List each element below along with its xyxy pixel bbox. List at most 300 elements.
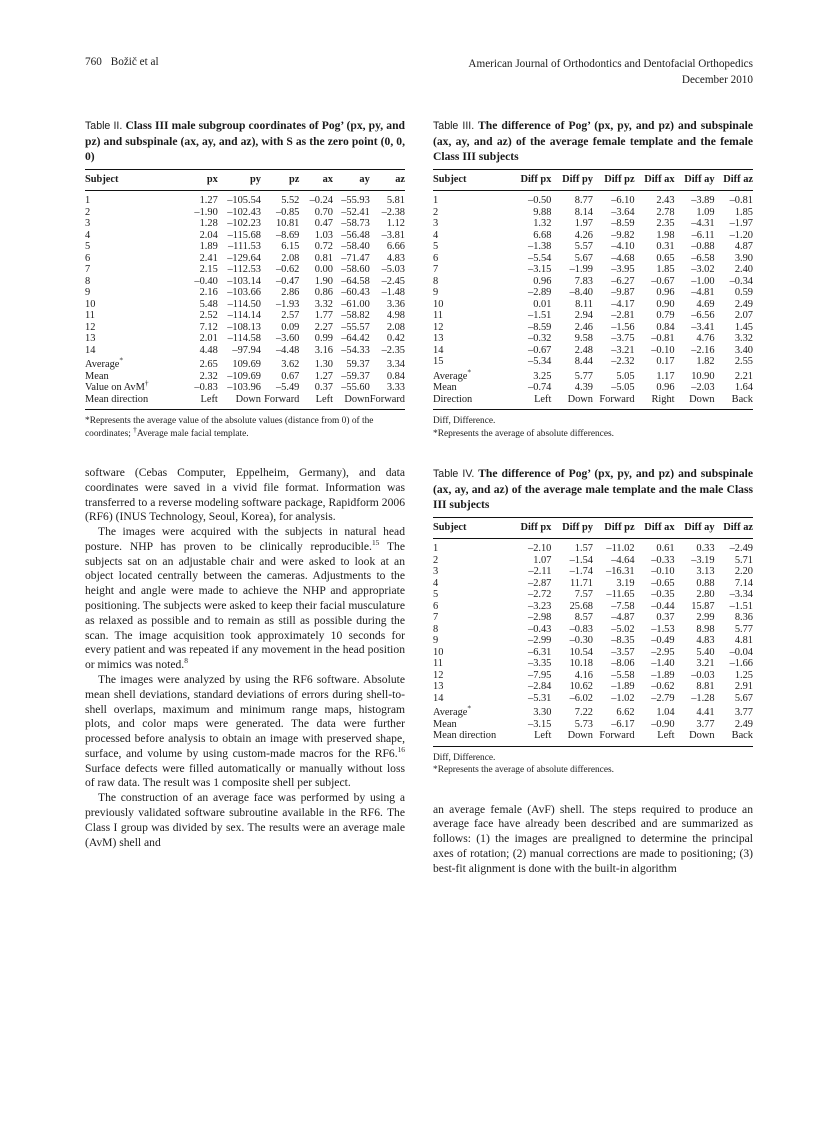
table-row bbox=[433, 265, 753, 277]
table-3-col-1: Diff px bbox=[510, 169, 552, 190]
row-value: –2.72 bbox=[528, 589, 552, 601]
row-value: 1.85 bbox=[734, 206, 753, 218]
row-value: –60.43 bbox=[341, 287, 370, 299]
summary-value: Left bbox=[510, 731, 552, 746]
row-value: –6.11 bbox=[691, 229, 715, 241]
table-4-col-4: Diff ax bbox=[635, 517, 675, 538]
row-value: 0.70 bbox=[314, 206, 333, 218]
row-subject: 13 bbox=[433, 681, 444, 693]
table-4-caption bbox=[433, 466, 753, 512]
row-value: –1.51 bbox=[528, 310, 552, 322]
summary-label: Mean direction bbox=[433, 731, 510, 746]
row-value: –3.41 bbox=[691, 321, 715, 333]
summary-value: –3.15 bbox=[528, 718, 552, 730]
table-2-col-5: ay bbox=[333, 169, 370, 190]
row-value: –3.23 bbox=[528, 600, 552, 612]
row-value: –1.89 bbox=[651, 669, 675, 681]
row-subject: 4 bbox=[433, 577, 439, 589]
summary-value: –0.90 bbox=[651, 718, 675, 730]
row-value: –3.35 bbox=[528, 658, 552, 670]
table-row bbox=[85, 219, 405, 231]
table-row bbox=[433, 253, 753, 265]
table-row bbox=[433, 682, 753, 694]
row-value: –1.51 bbox=[729, 600, 753, 612]
summary-value: Down bbox=[675, 394, 715, 409]
left-column bbox=[85, 118, 405, 876]
summary-value: 4.41 bbox=[696, 707, 715, 719]
row-value: 5.48 bbox=[199, 298, 218, 310]
table-row bbox=[433, 693, 753, 705]
table-row bbox=[85, 207, 405, 219]
row-value: –0.50 bbox=[528, 195, 552, 207]
right-column bbox=[433, 118, 753, 876]
summary-label: Value on AvM† bbox=[85, 378, 149, 394]
row-value: –1.48 bbox=[381, 287, 405, 299]
row-value: 2.16 bbox=[199, 287, 218, 299]
summary-value: –5.49 bbox=[275, 382, 300, 394]
table-3-footnote-2: *Represents the average of absolute differences. bbox=[433, 428, 614, 439]
summary-value: –6.17 bbox=[611, 718, 635, 730]
row-value: –2.81 bbox=[611, 310, 635, 322]
row-value: 1.27 bbox=[199, 195, 218, 207]
summary-value: –5.05 bbox=[611, 382, 635, 394]
row-value: –2.35 bbox=[381, 344, 405, 356]
summary-value: Left bbox=[178, 394, 218, 409]
row-value: 2.08 bbox=[386, 321, 405, 333]
table-row bbox=[433, 624, 753, 636]
table-row bbox=[85, 322, 405, 334]
row-value: –0.62 bbox=[275, 264, 300, 276]
row-value: 1.90 bbox=[314, 275, 333, 287]
running-head-left bbox=[85, 56, 159, 68]
row-value: –6.56 bbox=[691, 310, 715, 322]
row-value: –2.11 bbox=[528, 566, 552, 578]
table-3 bbox=[433, 169, 753, 410]
summary-value: Left bbox=[510, 394, 552, 409]
row-subject: 6 bbox=[433, 252, 439, 264]
row-value: 0.84 bbox=[656, 321, 675, 333]
row-value: 2.27 bbox=[314, 321, 333, 333]
summary-value: 0.67 bbox=[281, 370, 300, 382]
row-value: –2.32 bbox=[611, 356, 635, 368]
row-value: –9.82 bbox=[611, 229, 635, 241]
row-value: 0.37 bbox=[656, 612, 675, 624]
row-value: –16.31 bbox=[606, 566, 635, 578]
row-value: –114.58 bbox=[227, 333, 261, 345]
table-4 bbox=[433, 517, 753, 747]
table-2-col-2: py bbox=[218, 169, 261, 190]
row-value: 8.98 bbox=[696, 623, 715, 635]
row-value: 2.35 bbox=[656, 218, 675, 230]
row-value: 0.96 bbox=[533, 275, 552, 287]
summary-value: 7.22 bbox=[574, 707, 593, 719]
row-value: 2.52 bbox=[199, 310, 218, 322]
row-subject: 15 bbox=[433, 356, 444, 368]
row-subject: 8 bbox=[433, 275, 439, 287]
row-subject: 9 bbox=[85, 287, 91, 299]
table-2 bbox=[85, 169, 405, 410]
row-value: –6.10 bbox=[611, 195, 635, 207]
left-paragraph-2-a: The images were acquired with the subjects in natural head posture. NHP has proven to be clinically reproducible. bbox=[85, 525, 405, 553]
row-value: 4.83 bbox=[386, 252, 405, 264]
summary-value: Down bbox=[675, 731, 715, 746]
table-2-footnote-1: *Represents the average value of the absolute values (distance from 0) of the coordinates; bbox=[85, 416, 374, 439]
row-value: –8.40 bbox=[569, 287, 593, 299]
table-4-col-0: Subject bbox=[433, 517, 510, 538]
row-value: –2.89 bbox=[528, 287, 552, 299]
table-2-col-1: px bbox=[178, 169, 218, 190]
row-value: 0.01 bbox=[533, 298, 552, 310]
row-value: –1.53 bbox=[651, 623, 675, 635]
issue-date: December 2010 bbox=[681, 74, 753, 87]
row-value: –0.32 bbox=[528, 333, 552, 345]
table-4-header-row bbox=[433, 517, 753, 538]
row-value: 2.86 bbox=[281, 287, 300, 299]
table-row bbox=[85, 345, 405, 357]
table-3-footnote-1: Diff, Difference. bbox=[433, 416, 496, 427]
row-value: –6.27 bbox=[611, 275, 635, 287]
table-3-caption-text: The difference of Pog’ (px, py, and pz) and subspinale (ax, ay, and az) of the average female template and the female Class III subjects bbox=[433, 119, 753, 163]
row-value: –115.68 bbox=[227, 229, 261, 241]
table-row bbox=[433, 276, 753, 288]
row-subject: 14 bbox=[433, 344, 444, 356]
table-row bbox=[85, 265, 405, 277]
row-value: 0.81 bbox=[314, 252, 333, 264]
table-2-footnotes bbox=[85, 415, 405, 440]
row-value: –71.47 bbox=[341, 252, 370, 264]
summary-value: 4.39 bbox=[574, 382, 593, 394]
summary-value: 3.62 bbox=[281, 359, 300, 371]
row-value: 7.14 bbox=[734, 577, 753, 589]
row-value: –61.00 bbox=[341, 298, 370, 310]
table-3-caption bbox=[433, 118, 753, 164]
left-paragraph-3-b: Surface defects were filled automatically or manually without loss of raw data. The result was 1 composite shell per subject. bbox=[85, 761, 405, 790]
row-value: –55.93 bbox=[341, 195, 370, 207]
row-value: 0.86 bbox=[314, 287, 333, 299]
page-number: 760 bbox=[85, 56, 102, 68]
summary-value: –0.83 bbox=[194, 382, 218, 394]
table-2-head bbox=[85, 169, 405, 190]
table-2-body bbox=[85, 191, 405, 410]
row-value: –3.19 bbox=[691, 554, 715, 566]
row-value: 2.46 bbox=[574, 321, 593, 333]
row-subject: 5 bbox=[433, 241, 439, 253]
row-value: –2.98 bbox=[528, 612, 552, 624]
table-4-col-3: Diff pz bbox=[593, 517, 635, 538]
table-row bbox=[85, 299, 405, 311]
row-value: –1.00 bbox=[691, 275, 715, 287]
summary-label: Mean bbox=[433, 718, 457, 730]
table-row bbox=[85, 253, 405, 265]
row-value: 10.54 bbox=[569, 646, 593, 658]
row-value: 8.57 bbox=[574, 612, 593, 624]
row-value: 2.01 bbox=[199, 333, 218, 345]
row-value: 5.77 bbox=[734, 623, 753, 635]
row-value: 2.04 bbox=[199, 229, 218, 241]
summary-label: Direction bbox=[433, 394, 510, 409]
row-value: 3.90 bbox=[734, 252, 753, 264]
row-value: –1.90 bbox=[194, 206, 218, 218]
table-row bbox=[433, 207, 753, 219]
row-value: 4.87 bbox=[734, 241, 753, 253]
row-value: 3.32 bbox=[314, 298, 333, 310]
row-value: –114.50 bbox=[227, 298, 261, 310]
summary-label: Mean bbox=[433, 382, 457, 394]
table-4-head bbox=[433, 517, 753, 538]
row-value: –5.03 bbox=[381, 264, 405, 276]
row-value: –0.49 bbox=[651, 635, 675, 647]
row-value: 0.33 bbox=[696, 543, 715, 555]
summary-value: –103.96 bbox=[227, 382, 261, 394]
row-value: –64.42 bbox=[341, 333, 370, 345]
table-row bbox=[433, 659, 753, 671]
table-2-caption-text: Class III male subgroup coordinates of Pog’ (px, py, and pz) and subspinale (ax, ay, and az), with S as the zero point (0, 0, 0) bbox=[85, 119, 405, 163]
summary-value: 1.30 bbox=[314, 359, 333, 371]
row-value: –0.88 bbox=[691, 241, 715, 253]
table-4-caption-text: The difference of Pog’ (px, py, and pz) and subspinale (ax, ay, and az) of the average male template and the male Class III subjects bbox=[433, 467, 753, 511]
summary-value: 3.77 bbox=[734, 707, 753, 719]
row-value: 1.97 bbox=[574, 218, 593, 230]
reference-8: 8 bbox=[184, 656, 188, 666]
left-paragraph-3 bbox=[85, 673, 405, 791]
summary-value: 3.34 bbox=[386, 359, 405, 371]
row-value: 5.81 bbox=[386, 195, 405, 207]
row-value: 0.00 bbox=[314, 264, 333, 276]
table-row bbox=[85, 276, 405, 288]
summary-label-symbol: * bbox=[119, 355, 124, 365]
table-row bbox=[85, 288, 405, 300]
row-value: –0.67 bbox=[528, 344, 552, 356]
row-value: –58.60 bbox=[341, 264, 370, 276]
row-value: –5.58 bbox=[611, 669, 635, 681]
row-value: –58.82 bbox=[341, 310, 370, 322]
row-value: –11.65 bbox=[606, 589, 635, 601]
row-value: 0.96 bbox=[656, 287, 675, 299]
table-row bbox=[85, 334, 405, 346]
row-value: –5.31 bbox=[528, 692, 552, 704]
table-row bbox=[433, 230, 753, 242]
row-value: 3.36 bbox=[386, 298, 405, 310]
table-2-header-row bbox=[85, 169, 405, 190]
row-subject: 5 bbox=[433, 589, 439, 601]
row-value: –5.34 bbox=[528, 356, 552, 368]
row-value: 2.94 bbox=[574, 310, 593, 322]
summary-value: 2.65 bbox=[199, 359, 218, 371]
row-value: –4.81 bbox=[691, 287, 715, 299]
row-subject: 13 bbox=[85, 333, 96, 345]
running-head-right bbox=[468, 56, 753, 88]
row-value: –1.99 bbox=[569, 264, 593, 276]
row-value: 3.13 bbox=[696, 566, 715, 578]
row-value: 1.45 bbox=[734, 321, 753, 333]
table-3-head bbox=[433, 169, 753, 190]
row-value: –0.62 bbox=[651, 681, 675, 693]
row-subject: 9 bbox=[433, 635, 439, 647]
row-value: 1.28 bbox=[199, 218, 218, 230]
row-value: 1.77 bbox=[314, 310, 333, 322]
row-value: 8.36 bbox=[734, 612, 753, 624]
row-value: –114.14 bbox=[227, 310, 261, 322]
row-value: –11.02 bbox=[606, 543, 635, 555]
left-paragraph-1: software (Cebas Computer, Eppelheim, Germany), and data coordinates were saved in a vivid file format. Information was transferred to a reverse modeling software package, Rapidform 2006 (RF6) (INUS Technology, Seoul, Korea), for analysis. bbox=[85, 466, 405, 524]
row-value: –102.23 bbox=[227, 218, 261, 230]
row-subject: 7 bbox=[433, 612, 439, 624]
row-value: 1.12 bbox=[386, 218, 405, 230]
row-value: 0.17 bbox=[656, 356, 675, 368]
row-value: –0.83 bbox=[569, 623, 593, 635]
row-value: –1.89 bbox=[611, 681, 635, 693]
row-subject: 7 bbox=[85, 264, 91, 276]
table-row bbox=[85, 311, 405, 323]
row-value: –3.95 bbox=[611, 264, 635, 276]
row-value: –0.10 bbox=[651, 344, 675, 356]
row-value: 7.83 bbox=[574, 275, 593, 287]
summary-value: 10.90 bbox=[691, 370, 715, 382]
table-2-block bbox=[85, 118, 405, 440]
table-2-col-0: Subject bbox=[85, 169, 178, 190]
table-row bbox=[433, 299, 753, 311]
row-value: –129.64 bbox=[227, 252, 261, 264]
row-value: 2.15 bbox=[199, 264, 218, 276]
table-row bbox=[433, 601, 753, 613]
summary-value: 59.37 bbox=[346, 359, 370, 371]
summary-label: Average* bbox=[433, 367, 472, 382]
row-subject: 8 bbox=[85, 275, 91, 287]
row-value: 3.19 bbox=[616, 577, 635, 589]
row-value: –5.02 bbox=[611, 623, 635, 635]
row-value: –0.67 bbox=[651, 275, 675, 287]
row-value: –2.16 bbox=[691, 344, 715, 356]
row-value: 10.18 bbox=[569, 658, 593, 670]
spacer bbox=[433, 440, 753, 466]
row-value: –108.13 bbox=[227, 321, 261, 333]
row-value: –5.54 bbox=[528, 252, 552, 264]
summary-row bbox=[433, 383, 753, 395]
table-3-col-3: Diff pz bbox=[593, 169, 635, 190]
summary-label: Mean direction bbox=[85, 394, 178, 409]
row-value: 0.79 bbox=[656, 310, 675, 322]
row-value: 0.31 bbox=[656, 241, 675, 253]
row-value: 4.48 bbox=[199, 344, 218, 356]
spacer bbox=[85, 440, 405, 466]
table-3-col-5: Diff ay bbox=[675, 169, 715, 190]
row-value: 2.49 bbox=[734, 298, 753, 310]
table-row bbox=[433, 647, 753, 659]
row-subject: 3 bbox=[433, 566, 439, 578]
row-value: 1.32 bbox=[533, 218, 552, 230]
row-value: 7.57 bbox=[574, 589, 593, 601]
row-value: 5.52 bbox=[281, 195, 300, 207]
row-value: –1.74 bbox=[569, 566, 593, 578]
left-paragraph-2-b: The subjects sat on an adjustable chair and were asked to look at an object located centrally between the cameras. Adjustments to the height and angle were made to achieve the NHP and appropriate positioning. The subjects were asked to keep their facial musculature as relaxed as possible and to remain as still as possible during the scan. The image acquisition took approximately 10 seconds for every patient and was repeated if any movement in the head position or mimics was noted. bbox=[85, 539, 406, 672]
table-row bbox=[85, 191, 405, 207]
row-value: 25.68 bbox=[569, 600, 593, 612]
row-value: 7.12 bbox=[199, 321, 218, 333]
table-3-footnotes bbox=[433, 415, 753, 440]
row-value: 8.11 bbox=[575, 298, 593, 310]
row-value: –55.57 bbox=[341, 321, 370, 333]
summary-label: Average* bbox=[433, 703, 472, 719]
summary-value: –2.03 bbox=[691, 382, 715, 394]
reference-15: 15 bbox=[371, 538, 380, 548]
summary-value: Left bbox=[635, 731, 675, 746]
reference-16: 16 bbox=[397, 745, 405, 754]
row-value: –0.03 bbox=[691, 669, 715, 681]
row-value: 2.43 bbox=[656, 195, 675, 207]
row-value: 1.57 bbox=[574, 543, 593, 555]
row-value: –4.17 bbox=[611, 298, 635, 310]
table-row bbox=[433, 590, 753, 602]
table-3-col-2: Diff py bbox=[551, 169, 593, 190]
table-4-col-5: Diff ay bbox=[675, 517, 715, 538]
row-subject: 6 bbox=[433, 600, 439, 612]
table-2-label: Table II. bbox=[85, 120, 123, 132]
row-subject: 5 bbox=[85, 241, 91, 253]
table-4-col-1: Diff px bbox=[510, 517, 552, 538]
row-subject: 1 bbox=[433, 195, 439, 207]
summary-label-symbol: † bbox=[144, 378, 149, 388]
row-value: –8.35 bbox=[611, 635, 635, 647]
row-value: 1.09 bbox=[696, 206, 715, 218]
row-value: 6.15 bbox=[281, 241, 300, 253]
row-value: 1.25 bbox=[734, 669, 753, 681]
table-2-footnote-2: Average male facial template. bbox=[136, 428, 249, 439]
row-value: –1.02 bbox=[611, 692, 635, 704]
row-subject: 3 bbox=[433, 218, 439, 230]
row-value: –7.58 bbox=[611, 600, 635, 612]
row-value: –2.84 bbox=[528, 681, 552, 693]
table-3-body bbox=[433, 191, 753, 410]
table-row bbox=[433, 334, 753, 346]
summary-value: 0.84 bbox=[386, 370, 405, 382]
row-value: –4.87 bbox=[611, 612, 635, 624]
running-head-authors: Božič et al bbox=[110, 56, 159, 68]
table-row bbox=[85, 230, 405, 242]
row-value: –1.66 bbox=[729, 658, 753, 670]
row-value: 4.26 bbox=[574, 229, 593, 241]
row-subject: 11 bbox=[433, 658, 444, 670]
row-subject: 2 bbox=[433, 206, 439, 218]
row-value: 2.40 bbox=[734, 264, 753, 276]
row-subject: 3 bbox=[85, 218, 91, 230]
row-value: –111.53 bbox=[227, 241, 261, 253]
row-value: –3.57 bbox=[611, 646, 635, 658]
row-value: 5.71 bbox=[734, 554, 753, 566]
summary-value: Forward bbox=[593, 394, 635, 409]
row-value: –102.43 bbox=[227, 206, 261, 218]
table-2-col-6: az bbox=[370, 169, 405, 190]
row-value: –3.21 bbox=[611, 344, 635, 356]
summary-value: 0.37 bbox=[314, 382, 333, 394]
table-row bbox=[433, 357, 753, 369]
row-value: –4.48 bbox=[275, 344, 300, 356]
row-value: –7.95 bbox=[528, 669, 552, 681]
table-4-block bbox=[433, 466, 753, 777]
row-value: 4.76 bbox=[696, 333, 715, 345]
row-value: –56.48 bbox=[341, 229, 370, 241]
summary-value: 0.96 bbox=[656, 382, 675, 394]
running-head bbox=[85, 56, 753, 88]
table-row bbox=[433, 670, 753, 682]
row-value: –0.33 bbox=[651, 554, 675, 566]
row-subject: 9 bbox=[433, 287, 439, 299]
row-value: –2.10 bbox=[528, 543, 552, 555]
row-subject: 12 bbox=[433, 669, 444, 681]
table-row bbox=[433, 613, 753, 625]
row-value: 0.90 bbox=[656, 298, 675, 310]
row-value: –0.81 bbox=[729, 195, 753, 207]
row-value: 0.59 bbox=[734, 287, 753, 299]
